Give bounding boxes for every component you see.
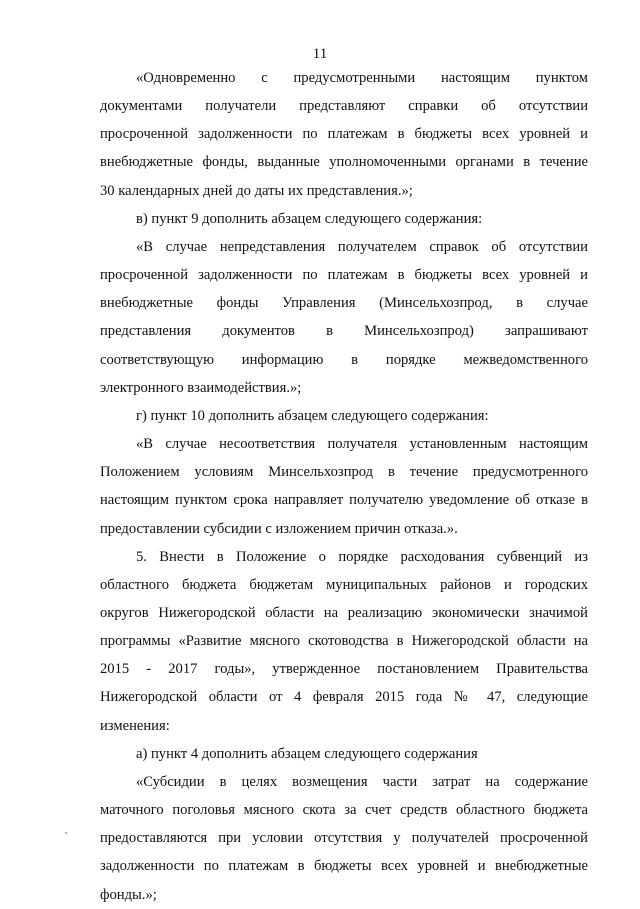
text-line: программы «Развитие мясного скотоводства в Нижегородской области на: [100, 633, 588, 650]
text-line: Нижегородской области от 4 февраля 2015 года № 47, следующие: [100, 689, 588, 706]
text-line: настоящим пунктом срока направляет получателю уведомление об отказе в: [100, 492, 588, 509]
text-line: 2015 - 2017 годы», утвержденное постановлением Правительства: [100, 661, 588, 678]
text-line: «В случае непредставления получателем справок об отсутствии: [136, 238, 588, 255]
paragraph-p5: [100, 430, 588, 543]
text-line: соответствующую информацию в порядке межведомственного: [100, 351, 588, 368]
text-line: маточного поголовья мясного скота за счет средств областного бюджета: [100, 802, 588, 819]
scan-speck: [65, 832, 67, 834]
paragraph-p2: [100, 205, 588, 233]
text-line: округов Нижегородской области на реализацию экономически значимой: [100, 604, 588, 621]
paragraph-p7: [100, 740, 588, 768]
text-line: 5. Внести в Положение о порядке расходования субвенций из: [136, 548, 588, 565]
text-line: «В случае несоответствия получателя установленным настоящим: [136, 436, 588, 453]
text-line: внебюджетные фонды, выданные уполномоченными органами в течение: [100, 154, 588, 171]
paragraph-p8: [100, 768, 588, 909]
text-line: документами получатели представляют справки об отсутствии: [100, 98, 588, 115]
text-line: просроченной задолженности по платежам в бюджеты всех уровней и: [100, 126, 588, 143]
text-line: а) пункт 4 дополнить абзацем следующего содержания: [136, 745, 478, 762]
paragraph-p3: [100, 233, 588, 402]
paragraph-p1: [100, 64, 588, 205]
document-body: [100, 64, 588, 909]
paragraph-p6: [100, 543, 588, 740]
page-number: 11: [312, 46, 328, 62]
text-line: 30 календарных дней до даты их представления.»;: [100, 182, 413, 199]
text-line: Положением условиям Минсельхозпрод в течение предусмотренного: [100, 464, 588, 481]
text-line: «Субсидии в целях возмещения части затрат на содержание: [136, 773, 588, 790]
text-line: изменения:: [100, 717, 170, 734]
text-line: предоставлении субсидии с изложением причин отказа.».: [100, 520, 458, 537]
text-line: задолженности по платежам в бюджеты всех уровней и внебюджетные: [100, 858, 588, 875]
text-line: областного бюджета бюджетам муниципальных районов и городских: [100, 576, 588, 593]
text-line: фонды.»;: [100, 886, 157, 903]
text-line: представления документов в Минсельхозпрод) запрашивают: [100, 323, 588, 340]
text-line: в) пункт 9 дополнить абзацем следующего содержания:: [136, 210, 483, 227]
text-line: предоставляются при условии отсутствия у получателей просроченной: [100, 830, 588, 847]
text-line: электронного взаимодействия.»;: [100, 379, 302, 396]
text-line: «Одновременно с предусмотренными настоящим пунктом: [136, 70, 588, 86]
paragraph-p4: [100, 402, 588, 430]
text-line: просроченной задолженности по платежам в бюджеты всех уровней и: [100, 267, 588, 284]
text-line: внебюджетные фонды Управления (Минсельхозпрод, в случае: [100, 295, 588, 312]
text-line: г) пункт 10 дополнить абзацем следующего содержания:: [136, 407, 489, 424]
